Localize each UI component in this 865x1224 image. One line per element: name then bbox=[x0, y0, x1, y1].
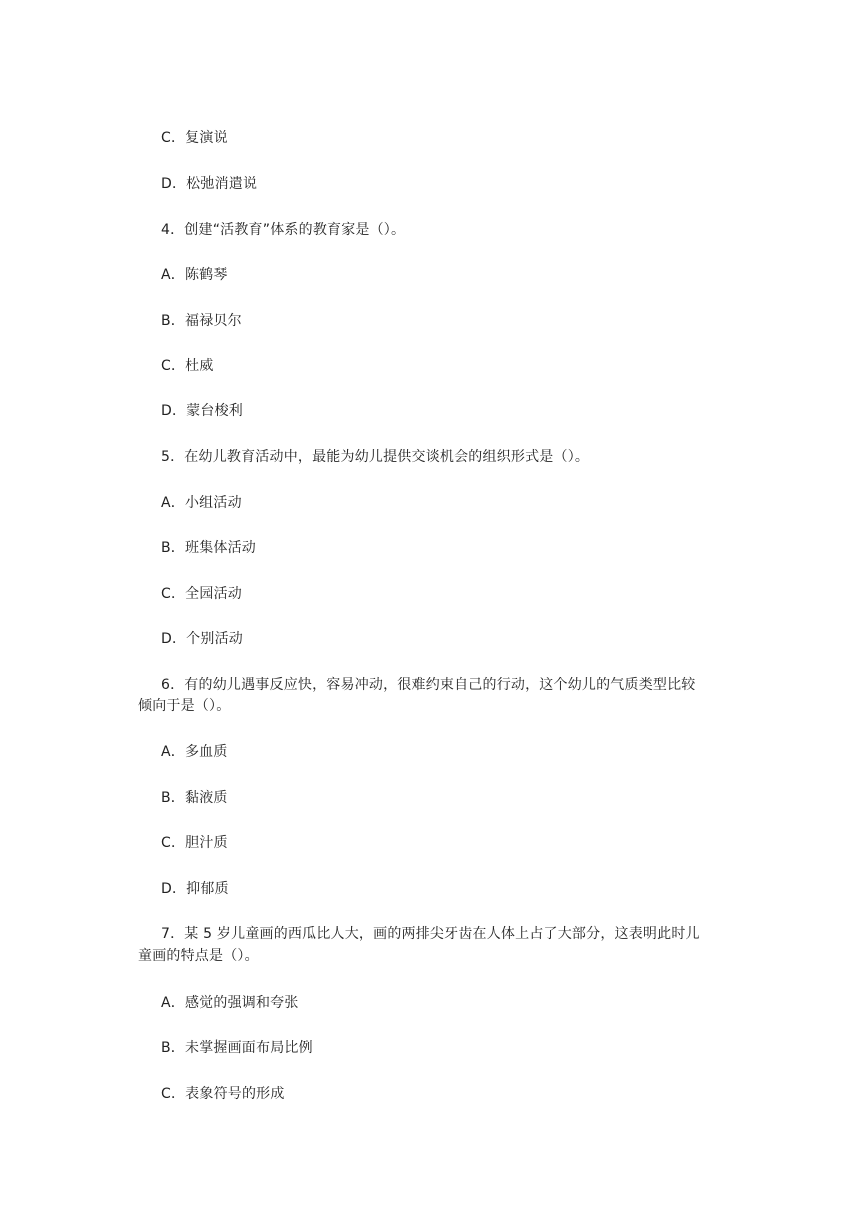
option-b-q5: B．班集体活动 bbox=[161, 540, 257, 556]
question-5: 5．在幼儿教育活动中，最能为幼儿提供交谈机会的组织形式是（）。 bbox=[161, 449, 590, 465]
option-a-q7: A．感觉的强调和夸张 bbox=[161, 995, 299, 1011]
option-c-q6: C．胆汁质 bbox=[161, 835, 228, 851]
option-c-q4: C．杜威 bbox=[161, 358, 214, 374]
question-7: 7．某 5 岁儿童画的西瓜比人大，画的两排尖牙齿在人体上占了大部分，这表明此时儿 bbox=[161, 926, 700, 942]
option-b-q4: B．福禄贝尔 bbox=[161, 313, 242, 329]
option-c-q5: C．全园活动 bbox=[161, 586, 242, 602]
option-d-q5: D．个别活动 bbox=[161, 631, 243, 647]
option-b-q6: B．黏液质 bbox=[161, 790, 228, 806]
question-6: 6．有的幼儿遇事反应快，容易冲动，很难约束自己的行动，这个幼儿的气质类型比较 bbox=[161, 677, 696, 693]
option-a-q6: A．多血质 bbox=[161, 744, 228, 760]
question-7-continued: 童画的特点是（）。 bbox=[138, 948, 259, 964]
option-d-q6: D．抑郁质 bbox=[161, 881, 229, 897]
option-b-q7: B．未掌握画面布局比例 bbox=[161, 1040, 313, 1056]
option-a-q4: A．陈鹤琴 bbox=[161, 267, 228, 283]
option-d-q3: D．松弛消遣说 bbox=[161, 176, 258, 192]
option-c-q7: C．表象符号的形成 bbox=[161, 1086, 285, 1102]
option-c-q3: C．复演说 bbox=[161, 130, 228, 146]
question-6-continued: 倾向于是（）。 bbox=[138, 698, 231, 714]
question-4: 4．创建“活教育”体系的教育家是（）。 bbox=[161, 222, 406, 238]
option-a-q5: A．小组活动 bbox=[161, 495, 242, 511]
option-d-q4: D．蒙台梭利 bbox=[161, 403, 243, 419]
